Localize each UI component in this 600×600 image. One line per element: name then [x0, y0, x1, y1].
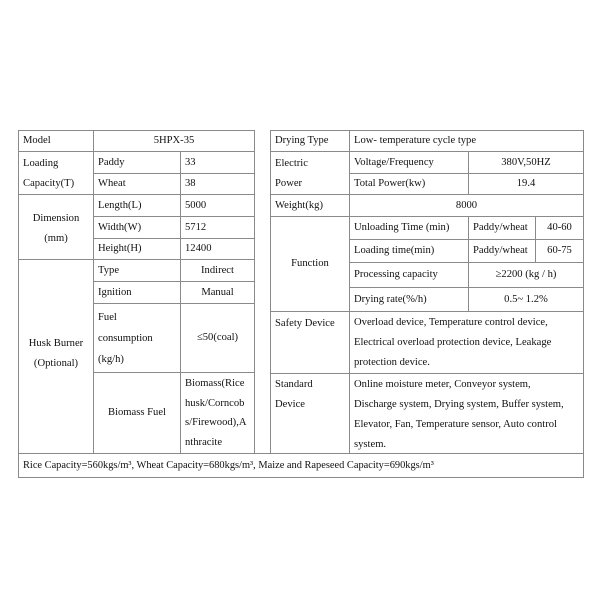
drying-type-value — [349, 130, 584, 152]
model-label-text: Model — [23, 135, 51, 146]
total-power-value — [468, 173, 584, 195]
fuel-value-text: ≤50(coal) — [196, 332, 239, 343]
model-value-text: 5HPX-35 — [153, 135, 195, 146]
weight-label-text: Weight(kg) — [275, 199, 323, 211]
paddy-value-text: 33 — [185, 156, 196, 168]
biomass-value-line-2: husk/Corncob — [185, 397, 245, 409]
wheat-value — [180, 173, 255, 195]
type-value — [180, 259, 255, 282]
width-label-text: Width(W) — [98, 221, 142, 233]
total-power-label-text: Total Power(kw) — [354, 178, 426, 189]
biomass-value-line-4: nthracite — [185, 436, 223, 448]
total-power-label — [349, 173, 469, 195]
standard-line-1: Online moisture meter, Conveyor system, — [354, 379, 531, 390]
length-label-text: Length(L) — [98, 199, 142, 211]
safety-line-3: protection device. — [354, 357, 430, 368]
ignition-label — [93, 281, 181, 304]
length-value — [180, 194, 255, 217]
dimension-unit-text: (mm) — [44, 233, 68, 244]
unloading-grain-text: Paddy/wheat — [473, 222, 528, 233]
fuel-consumption-label — [93, 303, 181, 373]
standard-label-line-2: Device — [275, 399, 305, 410]
husk-optional-text: (Optional) — [33, 358, 79, 369]
drying-type-label-text: Drying Type — [275, 135, 329, 146]
electric-power-label — [270, 151, 350, 195]
paddy-value — [180, 151, 255, 174]
height-label — [93, 238, 181, 260]
function-label — [270, 216, 350, 312]
dimension-label — [18, 194, 94, 260]
voltage-label-text: Voltage/Frequency — [354, 156, 434, 168]
weight-label — [270, 194, 350, 217]
biomass-fuel-value — [180, 372, 255, 454]
width-value — [180, 216, 255, 239]
ignition-label-text: Ignition — [98, 286, 132, 298]
weight-value — [349, 194, 584, 217]
width-value-text: 5712 — [185, 221, 207, 233]
standard-device-value — [349, 373, 584, 454]
processing-label-text: Processing capacity — [354, 269, 438, 280]
fuel-label-line-1: Fuel — [98, 312, 117, 323]
drying-rate-label — [349, 287, 469, 312]
unloading-value-text: 40-60 — [547, 222, 572, 233]
wheat-label-text: Wheat — [98, 178, 126, 189]
fuel-label-line-2: consumption — [98, 333, 153, 344]
standard-device-label — [270, 373, 350, 454]
unloading-label-text: Unloading Time (min) — [354, 222, 450, 233]
ignition-value — [180, 281, 255, 304]
weight-value-text: 8000 — [455, 199, 478, 211]
loading-time-label — [349, 239, 469, 263]
biomass-fuel-label — [93, 372, 181, 454]
safety-device-label — [270, 311, 350, 374]
total-power-value-text: 19.4 — [516, 178, 536, 189]
height-value — [180, 238, 255, 260]
wheat-label — [93, 173, 181, 195]
paddy-label — [93, 151, 181, 174]
capacity-note — [18, 453, 584, 478]
safety-device-value — [349, 311, 584, 374]
unloading-grain — [468, 216, 536, 240]
loading-time-label-text: Loading time(min) — [354, 245, 435, 256]
length-label — [93, 194, 181, 217]
processing-capacity-value — [468, 262, 584, 288]
model-label — [18, 130, 94, 152]
husk-label-text: Husk Burner — [28, 338, 84, 349]
safety-label-text: Safety Device — [275, 318, 335, 329]
type-value-text: Indirect — [201, 264, 234, 276]
fuel-label-line-3: (kg/h) — [98, 354, 124, 365]
voltage-value — [468, 151, 584, 174]
safety-line-1: Overload device, Temperature control device, — [354, 317, 548, 328]
drying-type-value-text: Low- temperature cycle type — [354, 135, 477, 146]
standard-label-line-1: Standard — [275, 379, 313, 390]
function-label-text: Function — [291, 258, 329, 269]
drying-rate-value-text: 0.5~ 1.2% — [504, 293, 548, 305]
biomass-value-line-3: s/Firewood),A — [185, 417, 247, 428]
unloading-time-value — [535, 216, 584, 240]
capacity-note-text: Rice Capacity=560kgs/m³, Wheat Capacity=680kgs/m³, Maize and Rapeseed Capacity=690kgs/m³ — [23, 459, 434, 471]
drying-type-label — [270, 130, 350, 152]
husk-burner-label — [18, 259, 94, 454]
biomass-value-line-1: Biomass(Rice — [185, 378, 245, 389]
standard-line-4: system. — [354, 439, 387, 450]
standard-line-2: Discharge system, Drying system, Buffer system, — [354, 399, 564, 410]
fuel-consumption-value — [180, 303, 255, 373]
power-label-text: Power — [275, 178, 303, 189]
standard-line-3: Elevator, Fan, Temperature sensor, Auto control — [354, 419, 557, 430]
type-label — [93, 259, 181, 282]
processing-capacity-label — [349, 262, 469, 288]
biomass-label-text: Biomass Fuel — [108, 407, 166, 418]
electric-label-text: Electric — [275, 158, 308, 169]
capacity-label: Capacity(T) — [23, 178, 75, 189]
loading-time-value — [535, 239, 584, 263]
type-label-text: Type — [98, 264, 120, 276]
loading-grain — [468, 239, 536, 263]
voltage-label — [349, 151, 469, 174]
processing-value-text: ≥2200 (kg / h) — [495, 269, 557, 280]
drying-rate-value — [468, 287, 584, 312]
loading-grain-text: Paddy/wheat — [473, 245, 528, 256]
unloading-time-label — [349, 216, 469, 240]
voltage-value-text: 380V,50HZ — [501, 156, 551, 168]
dimension-label-text: Dimension — [32, 213, 80, 224]
length-value-text: 5000 — [185, 199, 207, 211]
safety-line-2: Electrical overload protection device, Leakage — [354, 337, 552, 348]
loading-label: Loading — [23, 158, 59, 169]
ignition-value-text: Manual — [201, 286, 234, 298]
loading-capacity-label — [18, 151, 94, 195]
width-label — [93, 216, 181, 239]
height-label-text: Height(H) — [98, 243, 142, 254]
drying-rate-label-text: Drying rate(%/h) — [354, 293, 427, 305]
spec-sheet — [18, 130, 584, 478]
model-value — [93, 130, 255, 152]
paddy-label-text: Paddy — [98, 156, 125, 168]
wheat-value-text: 38 — [185, 178, 196, 189]
height-value-text: 12400 — [185, 243, 212, 254]
loading-value-text: 60-75 — [547, 245, 572, 256]
